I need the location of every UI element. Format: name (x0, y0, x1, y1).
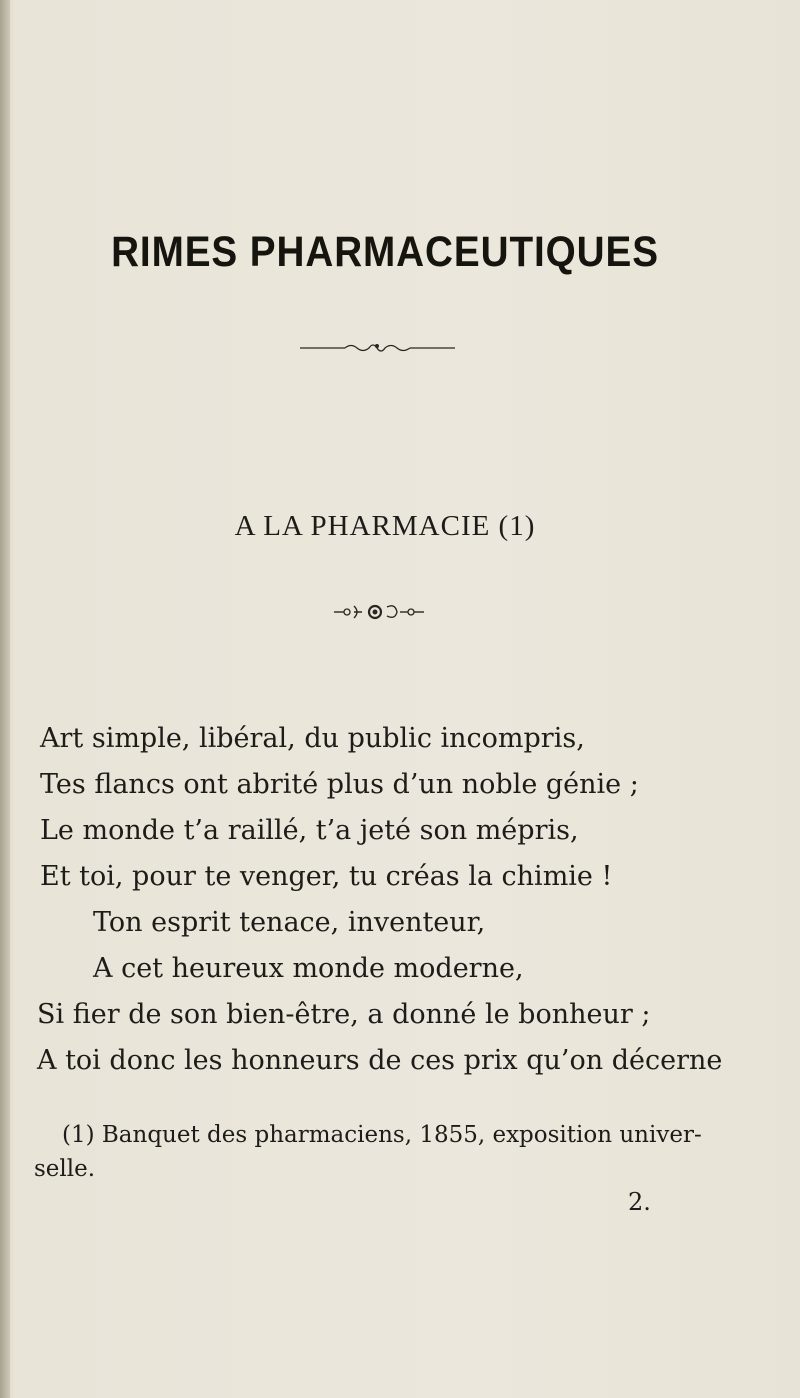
poem-line: Si fier de son bien-être, a donné le bonheur ; (37, 999, 651, 1030)
page-title: RIMES PHARMACEUTIQUES (111, 228, 659, 276)
poem-line: Et toi, pour te venger, tu créas la chimie ! (40, 861, 613, 892)
footnote (34, 1118, 734, 1186)
title-divider-ornament (300, 338, 455, 358)
page-signature-marker: 2. (628, 1188, 651, 1216)
poem-line: A toi donc les honneurs de ces prix qu’on décerne (37, 1045, 723, 1076)
footnote-line: selle. (34, 1156, 96, 1182)
poem-line: Le monde t’a raillé, t’a jeté son mépris, (40, 815, 579, 846)
footnote-line: (1) Banquet des pharmaciens, 1855, exposition univer- (62, 1122, 702, 1148)
page-spine-edge (0, 0, 10, 1398)
section-title: A LA PHARMACIE (1) (234, 510, 536, 542)
section-divider-ornament (330, 598, 430, 626)
poem-line: Ton esprit tenace, inventeur, (93, 907, 486, 938)
poem-line: Tes flancs ont abrité plus d’un noble génie ; (40, 769, 639, 800)
poem-line: Art simple, libéral, du public incompris, (40, 723, 585, 754)
poem-line: A cet heureux monde moderne, (93, 953, 524, 984)
